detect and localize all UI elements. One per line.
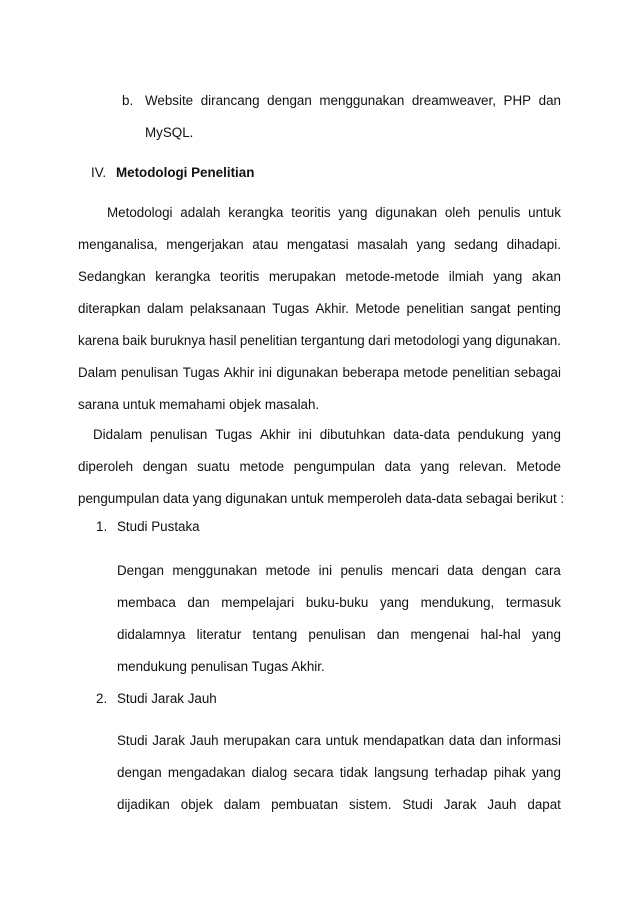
item2-line-1: Studi Jarak Jauh merupakan cara untuk mendapatkan data dan informasi (117, 733, 561, 748)
section-marker-iv: IV. (91, 165, 107, 180)
item1-title: Studi Pustaka (117, 519, 200, 534)
para2-line-1: Didalam penulisan Tugas Akhir ini dibutuhkan data-data pendukung yang (93, 427, 561, 442)
item2-line-2: dengan mengadakan dialog secara tidak langsung terhadap pihak yang (117, 765, 561, 780)
para1-line-4: diterapkan dalam pelaksanaan Tugas Akhir. Metode penelitian sangat penting (78, 301, 561, 316)
para2-line-2: diperoleh dengan suatu metode pengumpulan data yang relevan. Metode (78, 459, 561, 474)
para2-line-3: pengumpulan data yang digunakan untuk memperoleh data-data sebagai berikut : (78, 491, 565, 506)
item-b-line-1: Website dirancang dengan menggunakan dreamweaver, PHP dan (145, 93, 561, 108)
item1-line-4: mendukung penulisan Tugas Akhir. (117, 659, 325, 674)
para1-line-1: Metodologi adalah kerangka teoritis yang digunakan oleh penulis untuk (107, 205, 561, 220)
para1-line-6: Dalam penulisan Tugas Akhir ini digunakan beberapa metode penelitian sebagai (78, 365, 561, 380)
item1-line-2: membaca dan mempelajari buku-buku yang mendukung, termasuk (117, 595, 561, 610)
item1-line-3: didalamnya literatur tentang penulisan dan mengenai hal-hal yang (117, 627, 561, 642)
item-b-line-2: MySQL. (145, 125, 194, 140)
para1-line-5: karena baik buruknya hasil penelitian tergantung dari metodologi yang digunakan. (78, 333, 561, 348)
item2-line-3: dijadikan objek dalam pembuatan sistem. Studi Jarak Jauh dapat (117, 797, 561, 812)
list-marker-2: 2. (96, 691, 108, 706)
para1-line-3: Sedangkan kerangka teoritis merupakan metode-metode ilmiah yang akan (78, 269, 561, 284)
list-marker-1: 1. (96, 519, 108, 534)
item1-line-1: Dengan menggunakan metode ini penulis mencari data dengan cara (117, 563, 561, 578)
section-title: Metodologi Penelitian (116, 165, 255, 180)
para1-line-7: sarana untuk memahami objek masalah. (78, 397, 320, 412)
list-marker-b: b. (122, 93, 134, 108)
para1-line-2: menganalisa, mengerjakan atau mengatasi masalah yang sedang dihadapi. (78, 237, 561, 252)
item2-title: Studi Jarak Jauh (117, 691, 217, 706)
